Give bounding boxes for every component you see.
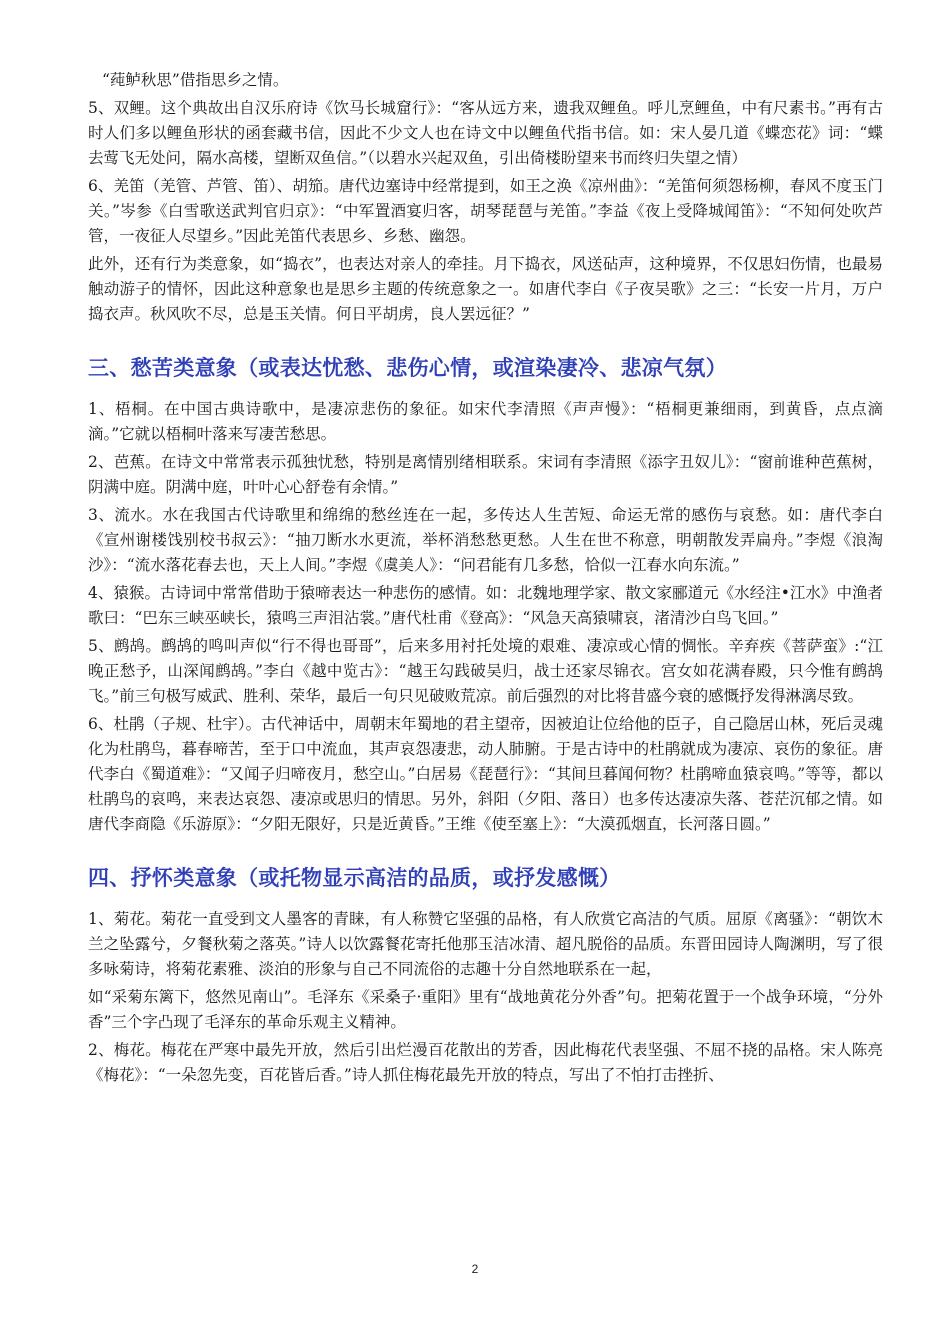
document-page <box>88 68 883 1091</box>
paragraph: 2、芭蕉。在诗文中常常表示孤独忧愁，特别是离情别绪相联系。宋词有李清照《添字丑奴儿》：“窗前谁种芭蕉树，阴满中庭。阴满中庭，叶叶心心舒卷有余情。” <box>88 453 883 496</box>
paragraph: 此外，还有行为类意象，如“捣衣”，也表达对亲人的牵挂。月下捣衣，风送砧声，这种境界，不仅思妇伤情，也最易触动游子的情怀，因此这种意象也是思乡主题的传统意象之一。如唐代李白《子夜吴歌》之三：“长安一片月，万户捣衣声。秋风吹不尽，总是玉关情。何日平胡虏，良人罢远征？” <box>88 255 883 323</box>
paragraph: 6、杜鹃（子规、杜宇）。古代神话中，周朝末年蜀地的君主望帝，因被迫让位给他的臣子，自己隐居山林，死后灵魂化为杜鹃鸟，暮春啼苦，至于口中流血，其声哀怨凄悲，动人肺腑。于是古诗中的杜鹃就成为凄凉、哀伤的象征。唐代李白《蜀道难》：“又闻子归啼夜月，愁空山。”白居易《琵琶行》：“其间旦暮闻何物？杜鹃啼血猿哀鸣。”等等，都以杜鹃鸟的哀鸣，来表达哀怨、凄凉或思归的情思。另外，斜阳（夕阳、落日）也多传达凄凉失落、苍茫沉郁之情。如唐代李商隐《乐游原》：“夕阳无限好，只是近黄昏。”王维《使至塞上》：“大漠孤烟直，长河落日圆。” <box>88 715 883 833</box>
paragraph: 2、梅花。梅花在严寒中最先开放，然后引出烂漫百花散出的芳香，因此梅花代表坚强、不屈不挠的品格。宋人陈亮《梅花》：“一朵忽先变，百花皆后香。”诗人抓住梅花最先开放的特点，写出了不怕打击挫折、 <box>88 1041 883 1084</box>
paragraph: 1、菊花。菊花一直受到文人墨客的青睐，有人称赞它坚强的品格，有人欣赏它高洁的气质。屈原《离骚》：“朝饮木兰之坠露兮，夕餐秋菊之落英。”诗人以饮露餐花寄托他那玉洁冰清、超凡脱俗的品质。东晋田园诗人陶渊明，写了很多咏菊诗，将菊花素雅、淡泊的形象与自己不同流俗的志趣十分自然地联系在一起， <box>88 910 883 978</box>
paragraph: 4、猿猴。古诗词中常常借助于猿啼表达一种悲伤的感情。如：北魏地理学家、散文家郦道元《水经注•江水》中渔者歌曰：“巴东三峡巫峡长，猿鸣三声泪沾裳。”唐代杜甫《登高》：“风急天高猿啸哀，渚清沙白鸟飞回。” <box>88 584 883 627</box>
paragraph: 6、羌笛（羌管、芦管、笛）、胡笳。唐代边塞诗中经常提到，如王之涣《凉州曲》：“羌笛何须怨杨柳，春风不度玉门关。”岑参《白雪歌送武判官归京》：“中军置酒宴归客，胡琴琵琶与羌笛。”李益《夜上受降城闻笛》：“不知何处吹芦管，一夜征人尽望乡。”因此羌笛代表思乡、乡愁、幽怨。 <box>88 177 883 245</box>
section-heading: 三、愁苦类意象（或表达忧愁、悲伤心情，或渲染凄冷、悲凉气氛） <box>88 355 727 380</box>
paragraph: 5、双鲤。这个典故出自汉乐府诗《饮马长城窟行》：“客从远方来，遗我双鲤鱼。呼儿烹鲤鱼，中有尺素书。”再有古时人们多以鲤鱼形状的函套藏书信，因此不少文人也在诗文中以鲤鱼代指书信。如：宋人晏几道《蝶恋花》词：“蝶去莺飞无处问，隔水高楼，望断双鱼信。”（以碧水兴起双鱼，引出倚楼盼望来书而终归失望之情） <box>88 99 883 167</box>
paragraph: 如“采菊东篱下，悠然见南山”。毛泽东《采桑子·重阳》里有“战地黄花分外香”句。把菊花置于一个战争环境，“分外香”三个字凸现了毛泽东的革命乐观主义精神。 <box>88 988 883 1031</box>
paragraph: “莼鲈秋思”借指思乡之情。 <box>102 71 289 89</box>
page-number: 2 <box>471 1262 479 1276</box>
paragraph: 5、鹧鸪。鹧鸪的鸣叫声似“行不得也哥哥”，后来多用衬托处境的艰难、凄凉或心情的惆怅。辛弃疾《菩萨蛮》:“江晚正愁予，山深闻鹧鸪。”李白《越中览古》：“越王勾践破吴归，战士还家尽锦衣。宫女如花满春殿，只今惟有鹧鸪飞。”前三句极写威武、胜利、荣华，最后一句只见破败荒凉。前后强烈的对比将昔盛今衰的感慨抒发得淋漓尽致。 <box>88 637 883 705</box>
section-heading: 四、抒怀类意象（或托物显示高洁的品质，或抒发感慨） <box>88 865 621 890</box>
paragraph: 3、流水。水在我国古代诗歌里和绵绵的愁丝连在一起，多传达人生苦短、命运无常的感伤与哀愁。如：唐代李白《宣州谢楼饯别校书叔云》：“抽刀断水水更流，举杯消愁愁更愁。人生在世不称意，明朝散发弄扁舟。”李煜《浪淘沙》：“流水落花春去也，天上人间。”李煜《虞美人》：“问君能有几多愁，恰似一江春水向东流。” <box>88 506 883 574</box>
paragraph: 1、梧桐。在中国古典诗歌中，是凄凉悲伤的象征。如宋代李清照《声声慢》：“梧桐更兼细雨，到黄昏，点点滴滴。”它就以梧桐叶落来写凄苦愁思。 <box>88 400 883 443</box>
